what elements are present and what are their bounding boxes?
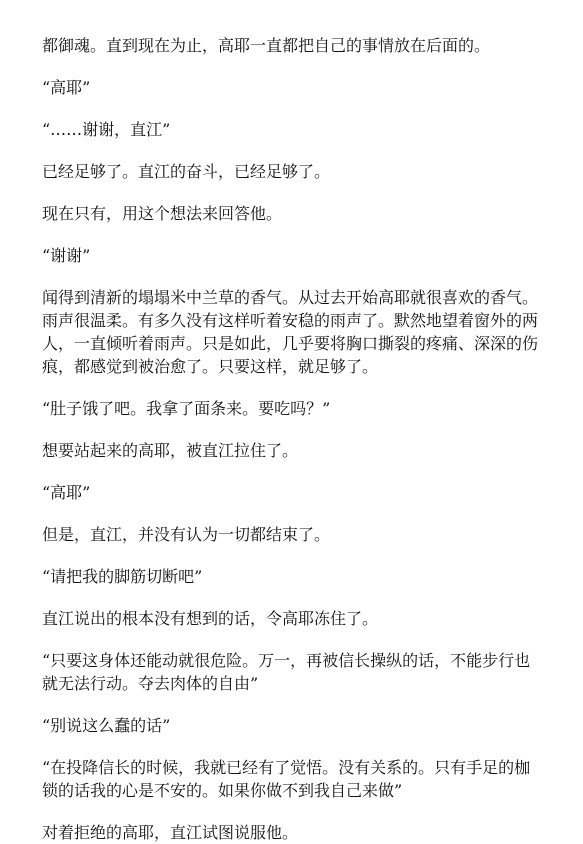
paragraph: “谢谢” — [42, 246, 91, 265]
paragraph: 对着拒绝的高耶，直江试图说服他。 — [42, 823, 299, 842]
paragraph: 都御魂。直到现在为止，高耶一直都把自己的事情放在后面的。 — [42, 36, 491, 55]
paragraph: “高耶” — [42, 483, 91, 502]
paragraph: “在投降信长的时候，我就已经有了觉悟。没有关系的。只有手足的枷锁的话我的心是不安的。如果你做不到我自己来做” — [42, 758, 531, 800]
paragraph: “……谢谢，直江” — [42, 120, 171, 139]
paragraph: “高耶” — [42, 78, 91, 97]
paragraph: 已经足够了。直江的奋斗，已经足够了。 — [42, 162, 331, 181]
paragraph: “请把我的脚筋切断吧” — [42, 567, 203, 586]
paragraph: 但是，直江，并没有认为一切都结束了。 — [42, 525, 331, 544]
paragraph: “肚子饿了吧。我拿了面条来。要吃吗？” — [42, 399, 331, 418]
paragraph: “只要这身体还能动就很危险。万一，再被信长操纵的话，不能步行也就无法行动。夺去肉体的自由” — [42, 651, 531, 693]
paragraph: 闻得到清新的塌塌米中兰草的香气。从过去开始高耶就很喜欢的香气。雨声很温柔。有多久没有这样听着安稳的雨声了。默然地望着窗外的两人，一直倾听着雨声。只是如此，几乎要将胸口撕裂的疼痛、深深的伤痕，都感觉到被治愈了。只要这样，就足够了。 — [42, 288, 539, 376]
paragraph: 直江说出的根本没有想到的话，令高耶冻住了。 — [42, 609, 379, 628]
paragraph: 现在只有，用这个想法来回答他。 — [42, 204, 283, 223]
paragraph: 想要站起来的高耶，被直江拉住了。 — [42, 441, 299, 460]
paragraph: “别说这么蠢的话” — [42, 716, 171, 735]
